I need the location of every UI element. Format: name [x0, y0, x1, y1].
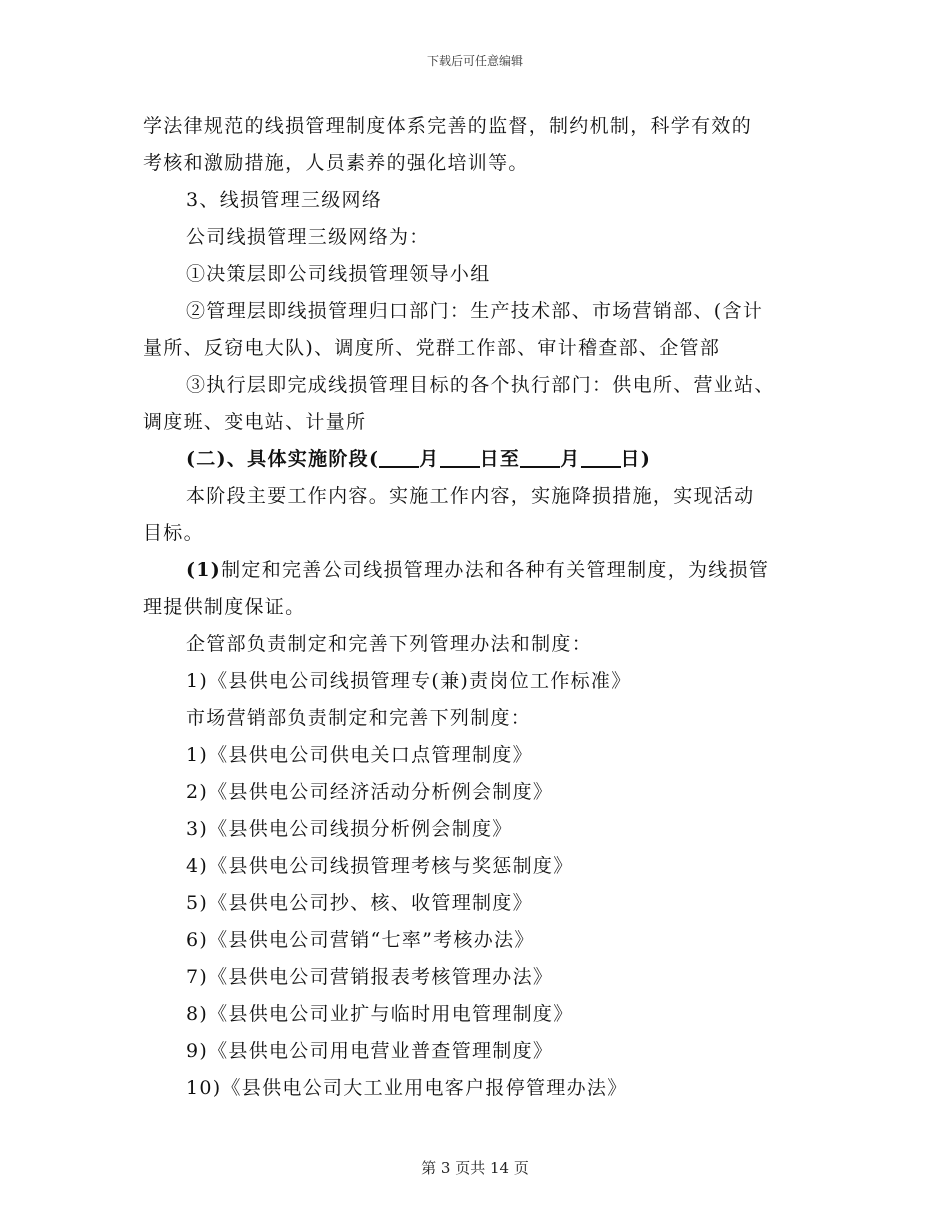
marketing-list-item: 5)《县供电公司抄、核、收管理制度》: [186, 892, 533, 914]
point-1-line-1: [143, 552, 823, 589]
month-label: 月: [419, 448, 440, 470]
network-item-2-line-2: 量所、反窃电大队)、调度所、党群工作部、审计稽查部、企管部: [143, 337, 721, 359]
marketing-intro: 市场营销部负责制定和完善下列制度：: [186, 707, 532, 729]
network-item-3-line-1: ③执行层即完成线损管理目标的各个执行部门：供电所、营业站、: [186, 374, 775, 396]
point-number: (1): [186, 559, 222, 581]
section-heading-2: [143, 441, 823, 478]
marketing-list-item: 3)《县供电公司线损分析例会制度》: [186, 818, 513, 840]
marketing-list-item: 8)《县供电公司业扩与临时用电管理制度》: [186, 1003, 574, 1025]
marketing-list-item: 4)《县供电公司线损管理考核与奖惩制度》: [186, 855, 574, 877]
day-blank: [581, 446, 621, 468]
day-blank: [440, 446, 480, 468]
network-item-2-line-1: ②管理层即线损管理归口部门：生产技术部、市场营销部、(含计: [186, 300, 764, 322]
month-blank: [520, 446, 560, 468]
network-intro: 公司线损管理三级网络为：: [186, 226, 430, 248]
page-footer: 第 3 页共 14 页: [421, 1159, 529, 1177]
marketing-list-item: 10)《县供电公司大工业用电客户报停管理办法》: [186, 1077, 628, 1099]
marketing-list-item: 6)《县供电公司营销“七率”考核办法》: [186, 929, 535, 951]
qg-list-item: 1)《县供电公司线损管理专(兼)责岗位工作标准》: [186, 670, 632, 692]
day-to-label: 日至: [479, 448, 521, 470]
marketing-list-item: 7)《县供电公司营销报表考核管理办法》: [186, 966, 554, 988]
section-heading-3: 3、线损管理三级网络: [186, 189, 383, 211]
page-header: 下载后可任意编辑: [426, 54, 523, 68]
marketing-list-item: 9)《县供电公司用电营业普查管理制度》: [186, 1040, 554, 1062]
point-1-line-2: 理提供制度保证。: [143, 596, 306, 618]
point-text: 制定和完善公司线损管理办法和各种有关管理制度，为线损管: [221, 559, 770, 581]
paragraph-line: 学法律规范的线损管理制度体系完善的监督，制约机制，科学有效的: [143, 115, 753, 137]
qg-intro: 企管部负责制定和完善下列管理办法和制度：: [186, 633, 593, 655]
section-heading-prefix: (二)、具体实施阶段(: [186, 448, 380, 470]
month-blank: [379, 446, 419, 468]
marketing-list-item: 2)《县供电公司经济活动分析例会制度》: [186, 781, 554, 803]
month-label: 月: [560, 448, 581, 470]
day-end-label: 日): [620, 448, 652, 470]
network-item-1: ①决策层即公司线损管理领导小组: [186, 263, 491, 285]
stage-line-1: 本阶段主要工作内容。实施工作内容，实施降损措施，实现活动: [186, 485, 755, 507]
document-body: [143, 108, 823, 1107]
network-item-3-line-2: 调度班、变电站、计量所: [143, 411, 367, 433]
marketing-list-item: 1)《县供电公司供电关口点管理制度》: [186, 744, 533, 766]
stage-line-2: 目标。: [143, 522, 204, 544]
paragraph-line: 考核和激励措施，人员素养的强化培训等。: [143, 152, 529, 174]
